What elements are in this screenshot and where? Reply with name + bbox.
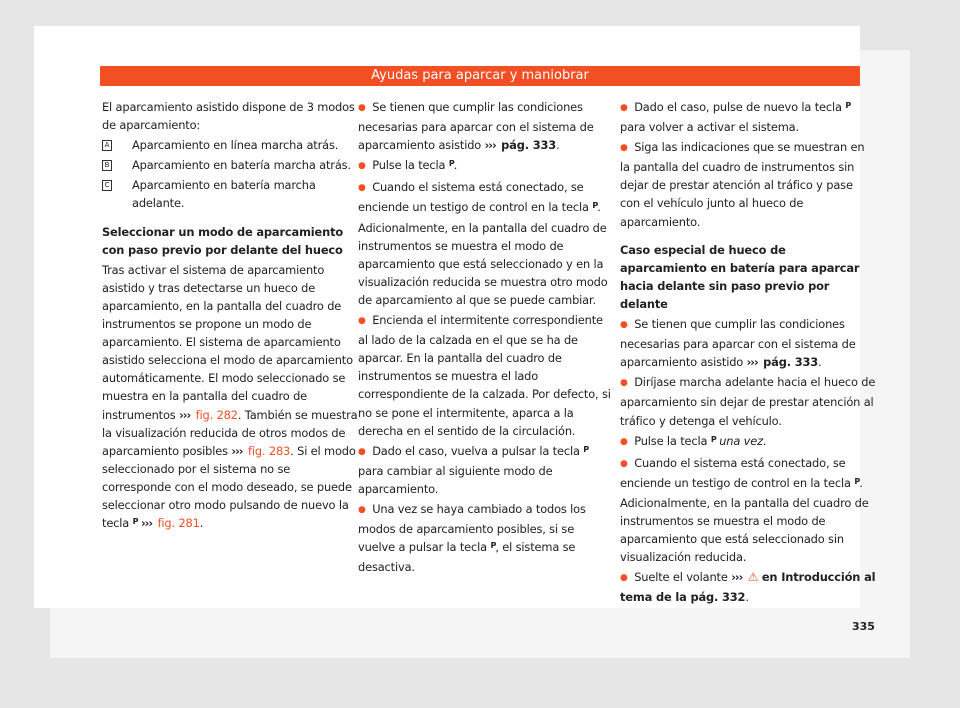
- park-key-icon: P: [448, 159, 454, 169]
- bullet-icon: ●: [620, 103, 628, 113]
- park-key-icon: P: [592, 201, 598, 211]
- bullet-item: ● Pulse la tecla P una vez.: [620, 432, 876, 452]
- bullet-icon: ●: [620, 143, 628, 154]
- column-2: [358, 98, 614, 578]
- section-link[interactable]: en Introducción al tema de la pág. 332: [620, 570, 876, 605]
- park-key-icon: P: [845, 101, 851, 110]
- bullet-icon: ●: [620, 436, 628, 447]
- section-heading: Seleccionar un modo de aparcamiento con paso previo por delante del hueco: [102, 224, 344, 257]
- letter-a-icon: A: [102, 140, 112, 151]
- section-heading: Caso especial de hueco de aparcamiento en batería para aparcar hacia delante sin paso previo por delante: [620, 242, 860, 311]
- warning-icon[interactable]: ⚠: [747, 570, 759, 585]
- bullet-icon: ●: [620, 320, 628, 331]
- figure-link[interactable]: fig. 282: [195, 407, 238, 422]
- bullet-item: ● Pulse la tecla P.: [358, 156, 614, 176]
- page-number: 335: [852, 620, 875, 633]
- paragraph: Tras activar el sistema de aparcamiento asistido y tras detectarse un hueco de aparcamiento, en la pantalla del cuadro de instrumentos se propone un modo de aparcamiento. El sistema de aparcamiento asistido selecciona el modo de aparcamiento automáticamente. El modo seleccionado se muestra en la pantalla del cuadro de instrumentos ››› fig. 282. También se muestra la visualización reducida de otros modos de aparcamiento posibles ››› fig. 283. Si el modo seleccionado por el sistema no se corresponde con el modo deseado, se puede seleccionar otro modo pulsando de nuevo la tecla P ››› fig. 281.: [102, 262, 358, 531]
- bullet-icon: ●: [358, 161, 366, 172]
- bullet-item: ● Siga las indicaciones que se muestran en la pantalla del cuadro de instrumentos sin dejar de prestar atención al tráfico y pase con el vehículo junto al hueco de aparcamiento.: [620, 140, 865, 229]
- park-key-icon: P: [132, 517, 138, 527]
- mode-item-a: [102, 136, 358, 154]
- bullet-item: ● Una vez se haya cambiado a todos los modos de aparcamiento posibles, si se vuelve a pulsar la tecla P, el sistema se desactiva.: [358, 501, 586, 575]
- arrow-icon: ›››: [179, 407, 191, 422]
- bullet-item: ● Dado el caso, vuelva a pulsar la tecla P para cambiar al siguiente modo de aparcamiento.: [358, 442, 614, 498]
- letter-c-icon: C: [102, 180, 112, 191]
- bullet-icon: ●: [620, 378, 628, 389]
- park-key-icon: P: [583, 444, 589, 454]
- bullet-item: ● Diríjase marcha adelante hacia el hueco de aparcamiento sin dejar de prestar atención al tráfico y detenga el vehículo.: [620, 375, 876, 428]
- bullet-item: ● Cuando el sistema está conectado, se enciende un testigo de control en la tecla P. Adicionalmente, en la pantalla del cuadro de instrumentos se muestra el modo de aparcamiento que está seleccionado sin visualización reducida.: [620, 455, 869, 565]
- column-3: [620, 98, 876, 608]
- mode-item-c: [102, 176, 358, 212]
- arrow-icon: ›››: [484, 138, 496, 153]
- arrow-icon: ›››: [140, 516, 153, 531]
- bullet-icon: ●: [620, 458, 628, 469]
- mode-text: Aparcamiento en línea marcha atrás.: [132, 138, 339, 153]
- bullet-item: ● Dado el caso, pulse de nuevo la tecla P para volver a activar el sistema.: [620, 98, 876, 136]
- bullet-icon: ●: [358, 316, 366, 327]
- letter-b-icon: B: [102, 160, 112, 171]
- arrow-icon: ›››: [746, 355, 758, 370]
- mode-text: Aparcamiento en batería marcha adelante.: [132, 178, 316, 211]
- bullet-icon: ●: [358, 446, 366, 457]
- bullet-item: ● Se tienen que cumplir las condiciones necesarias para aparcar con el sistema de aparcamiento asistido ››› pág. 333.: [358, 100, 594, 153]
- park-key-icon: P: [710, 434, 716, 444]
- bullet-icon: ●: [620, 573, 628, 584]
- figure-link[interactable]: fig. 283: [247, 443, 291, 458]
- bullet-icon: ●: [358, 504, 366, 515]
- figure-link[interactable]: fig. 281: [157, 516, 200, 531]
- arrow-icon: ›››: [231, 443, 243, 458]
- bullet-item: ● Cuando el sistema está conectado, se enciende un testigo de control en la tecla P. Adicionalmente, en la pantalla del cuadro de instrumentos se muestra el modo de aparcamiento que está seleccionado y en la visualización reducida se muestra otro modo de aparcamiento al que se puede cambiar.: [358, 180, 608, 307]
- mode-item-b: [102, 156, 358, 174]
- park-key-icon: P: [490, 541, 496, 551]
- page-link[interactable]: pág. 333: [501, 138, 557, 153]
- bullet-item: ● Suelte el volante ››› ⚠ en Introducción al tema de la pág. 332.: [620, 570, 876, 605]
- bullet-icon: ●: [358, 183, 366, 194]
- bullet-icon: ●: [358, 103, 366, 113]
- section-header: Ayudas para aparcar y maniobrar: [100, 66, 860, 86]
- bullet-item: ● Encienda el intermitente correspondiente al lado de la calzada en el que se ha de aparcar. En la pantalla del cuadro de instrumentos se muestra el lado correspondiente de la calzada. Por defecto, si no se pone el intermitente, aparca a la derecha en el sentido de la circulación.: [358, 313, 611, 438]
- column-1: [102, 98, 358, 536]
- page-link[interactable]: pág. 333: [763, 355, 819, 370]
- park-key-icon: P: [854, 476, 860, 486]
- bullet-item: ● Se tienen que cumplir las condiciones necesarias para aparcar con el sistema de aparcamiento asistido ››› pág. 333.: [620, 317, 856, 370]
- arrow-icon: ›››: [731, 570, 743, 585]
- mode-text: Aparcamiento en batería marcha atrás.: [132, 158, 351, 173]
- intro-text: El aparcamiento asistido dispone de 3 modos de aparcamiento:: [102, 100, 355, 133]
